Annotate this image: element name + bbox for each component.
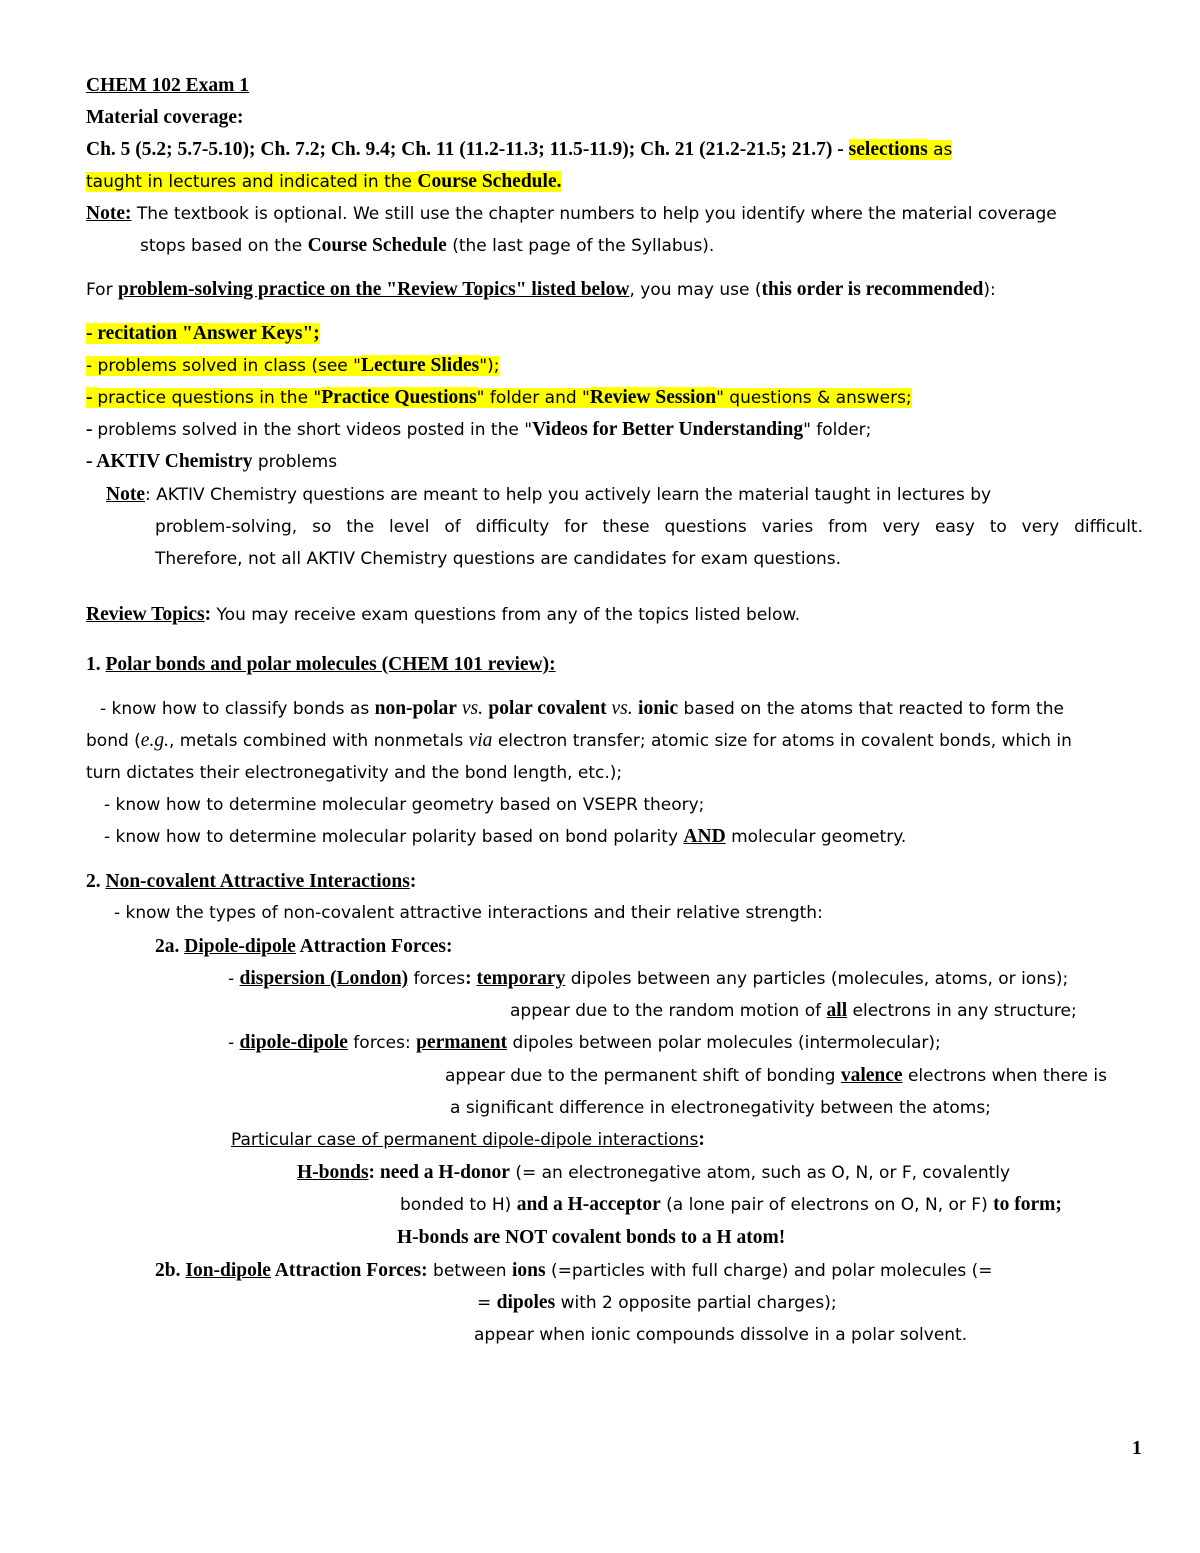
hb-colon: : — [368, 1162, 380, 1183]
disp-label: dispersion (London) — [239, 968, 409, 989]
page-number: 1 — [1132, 1438, 1142, 1459]
s1-p5-a: - know how to determine molecular polarity based on bond polarity — [104, 827, 684, 847]
disp-colon: : — [465, 968, 477, 989]
s2b-text: (=particles with full charge) and polar molecules (= — [545, 1261, 993, 1281]
s1-eg: e.g. — [140, 730, 169, 751]
practice-item-videos — [86, 418, 871, 442]
note-line2-end: (the last page of the Syllabus). — [446, 236, 715, 256]
s1-p2-e: electron transfer; atomic size for atoms in covalent bonds, which in — [492, 731, 1072, 751]
disp-all: all — [826, 1000, 848, 1021]
section-1-number: 1. — [86, 654, 106, 675]
section-2-title: Non-covalent Attractive Interactions — [105, 871, 410, 892]
s1-p2-c: , metals combined with nonmetals — [168, 731, 469, 751]
s2a-number: 2a. — [155, 936, 185, 957]
practice-intro-for: For — [86, 280, 118, 300]
practice-item-4-dash: - — [86, 419, 98, 440]
disp-l2-c: electrons in any structure; — [847, 1001, 1077, 1021]
particular-case-heading — [231, 1128, 705, 1152]
practice-item-3-e: " questions & answers; — [716, 388, 912, 408]
section-2-intro — [114, 901, 823, 925]
section-2b-line-3: appear when ionic compounds dissolve in a polar solvent. — [474, 1325, 968, 1345]
s2b-ions: ions — [511, 1260, 546, 1281]
hb-need: need a H-donor — [379, 1162, 510, 1183]
s1-via: via — [468, 730, 493, 751]
practice-item-1-text: - recitation "Answer Keys"; — [86, 323, 320, 344]
s1-p5-c: molecular geometry. — [725, 827, 907, 847]
note-line2-text: stops based on the — [140, 236, 308, 256]
practice-item-2-c: "); — [479, 356, 500, 376]
aktiv-note-text-1: : AKTIV Chemistry questions are meant to help you actively learn the material taught in lectures by — [144, 485, 992, 505]
coverage-line-2 — [86, 170, 561, 194]
practice-item-4-a: problems solved in the short videos posted in the " — [97, 420, 533, 440]
h-bonds-line-1 — [297, 1161, 1010, 1185]
disp-temporary: temporary — [476, 968, 566, 989]
disp-l2-a: appear due to the random motion of — [510, 1001, 827, 1021]
note-text: The textbook is optional. We still use the chapter numbers to help you identify where the material coverage — [131, 204, 1057, 224]
s1-polar-covalent: polar covalent — [488, 698, 607, 719]
hb-l2-a: bonded to H) — [400, 1195, 517, 1215]
disp-forces: forces — [408, 969, 466, 989]
practice-intro-review-topics: problem-solving practice on the "Review Topics" listed below — [117, 279, 630, 300]
s2b-ion-dipole: Ion-dipole — [185, 1260, 271, 1281]
coverage-selections: selections — [848, 139, 928, 160]
hb-l2-c: (a lone pair of electrons on O, N, or F) — [660, 1195, 994, 1215]
dd-l2-a: appear due to the permanent shift of bonding — [445, 1066, 841, 1086]
page-title: CHEM 102 Exam 1 — [86, 75, 250, 96]
section-1-title: Polar bonds and polar molecules (CHEM 101 review): — [105, 654, 556, 675]
aktiv-note-line-1 — [106, 483, 991, 507]
practice-item-2-b: Lecture Slides — [360, 355, 480, 376]
review-topics-line — [86, 603, 800, 627]
textbook-note-line-1 — [86, 202, 1057, 226]
practice-item-2-a: - problems solved in class (see " — [86, 356, 361, 376]
section-2-colon: : — [409, 871, 417, 892]
h-bonds-line-2 — [400, 1193, 1062, 1217]
s1-p1-g: based on the atoms that reacted to form the — [678, 699, 1064, 719]
hb-label: H-bonds — [297, 1162, 369, 1183]
practice-intro-you-may-use: , you may use ( — [629, 280, 762, 300]
s2b-l2-c: with 2 opposite partial charges); — [555, 1293, 837, 1313]
review-topics-label: Review Topics — [86, 604, 205, 625]
practice-item-practice-questions — [86, 386, 912, 410]
practice-intro-end: ): — [983, 280, 996, 300]
disp-text: dipoles between any particles (molecules, atoms, or ions); — [565, 969, 1069, 989]
s1-p1-a: - know how to classify bonds as — [100, 699, 375, 719]
coverage-chapters: Ch. 5 (5.2; 5.7-5.10); Ch. 7.2; Ch. 9.4; Ch. 11 (11.2-11.3; 11.5-11.9); Ch. 21 (21.2-21.5; 21.7) - — [86, 139, 849, 160]
practice-item-answer-keys — [86, 322, 320, 346]
coverage-line-1 — [86, 138, 952, 162]
s2b-l2-eq: = — [477, 1293, 497, 1313]
section-2-number: 2. — [86, 871, 106, 892]
practice-item-aktiv — [86, 450, 337, 474]
dd-label: dipole-dipole — [239, 1032, 348, 1053]
section-1-heading — [86, 653, 556, 677]
s1-non-polar: non-polar — [374, 698, 457, 719]
dd-dash: - — [228, 1033, 240, 1053]
aktiv-note-line-2: problem-solving, so the level of difficulty for these questions varies from very easy to very difficult. — [155, 517, 1143, 537]
practice-intro — [86, 278, 996, 302]
section-1-line-5 — [104, 825, 906, 849]
coverage-as: as — [927, 140, 953, 160]
dd-forces: forces: — [347, 1033, 417, 1053]
dipole-dipole-line-2 — [445, 1064, 1107, 1088]
practice-item-3-b: Practice Questions — [321, 387, 477, 408]
s2b-dipoles: dipoles — [496, 1292, 556, 1313]
dipole-dipole-line-3: a significant difference in electronegativity between the atoms; — [450, 1098, 991, 1118]
aktiv-note-label: Note — [106, 484, 145, 505]
dispersion-line-2 — [510, 999, 1077, 1023]
dd-valence: valence — [840, 1065, 903, 1086]
practice-item-3-c: " folder and " — [476, 388, 590, 408]
particular-case-colon: : — [698, 1129, 705, 1150]
dipole-dipole-line-1 — [228, 1031, 941, 1055]
practice-item-lecture-slides — [86, 354, 499, 378]
practice-item-4-b: Videos for Better Understanding — [532, 419, 804, 440]
section-2-heading — [86, 870, 416, 894]
review-topics-colon: : — [204, 604, 212, 625]
practice-intro-order: this order is recommended — [761, 279, 984, 300]
review-topics-text: You may receive exam questions from any of the topics listed below. — [211, 605, 801, 625]
s2b-between: between — [427, 1261, 512, 1281]
s1-ionic: ionic — [638, 698, 679, 719]
section-2a-heading — [155, 935, 453, 959]
practice-item-3-d: Review Session — [589, 387, 717, 408]
section-2b-heading — [155, 1259, 993, 1283]
coverage-heading: Material coverage: — [86, 107, 244, 128]
s1-p2-a: bond ( — [86, 731, 141, 751]
hb-acceptor: and a H-acceptor — [516, 1194, 661, 1215]
section-1-line-1 — [100, 697, 1064, 721]
coverage-taught: taught in lectures and indicated in the — [86, 172, 418, 192]
section-2b-line-2 — [477, 1291, 837, 1315]
dd-permanent: permanent — [416, 1032, 508, 1053]
hb-to-form: to form; — [993, 1194, 1062, 1215]
note-label: Note: — [86, 203, 132, 224]
s2b-number: 2b. — [155, 1260, 186, 1281]
h-bonds-warning: H-bonds are NOT covalent bonds to a H atom! — [397, 1227, 786, 1248]
dispersion-line-1 — [228, 967, 1068, 991]
practice-item-3-dash: - — [86, 387, 98, 408]
s1-and: AND — [683, 826, 726, 847]
dd-text: dipoles between polar molecules (intermolecular); — [507, 1033, 941, 1053]
practice-item-5-b: problems — [252, 452, 338, 472]
s1-vs-2: vs. — [606, 698, 633, 719]
practice-item-5-a: - AKTIV Chemistry — [86, 451, 253, 472]
section-1-line-3: turn dictates their electronegativity and the bond length, etc.); — [86, 763, 623, 783]
practice-item-4-c: " folder; — [803, 420, 872, 440]
aktiv-note-line-3: Therefore, not all AKTIV Chemistry questions are candidates for exam questions. — [155, 549, 842, 569]
s2a-dipole-dipole: Dipole-dipole — [184, 936, 296, 957]
section-1-line-4: - know how to determine molecular geometry based on VSEPR theory; — [104, 795, 705, 815]
textbook-note-line-2 — [140, 234, 714, 258]
s2a-title-rest: Attraction Forces: — [295, 936, 453, 957]
note-course-schedule: Course Schedule — [307, 235, 447, 256]
section-1-line-2 — [86, 729, 1072, 753]
hb-text: (= an electronegative atom, such as O, N, or F, covalently — [509, 1163, 1011, 1183]
s2b-title-rest: Attraction Forces: — [270, 1260, 428, 1281]
coverage-course-schedule: Course Schedule. — [417, 171, 562, 192]
s2-intro-text: - know the types of non-covalent attractive interactions and their relative strength: — [114, 903, 823, 923]
dd-l2-c: electrons when there is — [902, 1066, 1107, 1086]
practice-item-3-a: practice questions in the " — [97, 388, 322, 408]
disp-dash: - — [228, 969, 240, 989]
particular-case-text: Particular case of permanent dipole-dipole interactions — [231, 1130, 699, 1150]
s1-vs-1: vs. — [456, 698, 483, 719]
